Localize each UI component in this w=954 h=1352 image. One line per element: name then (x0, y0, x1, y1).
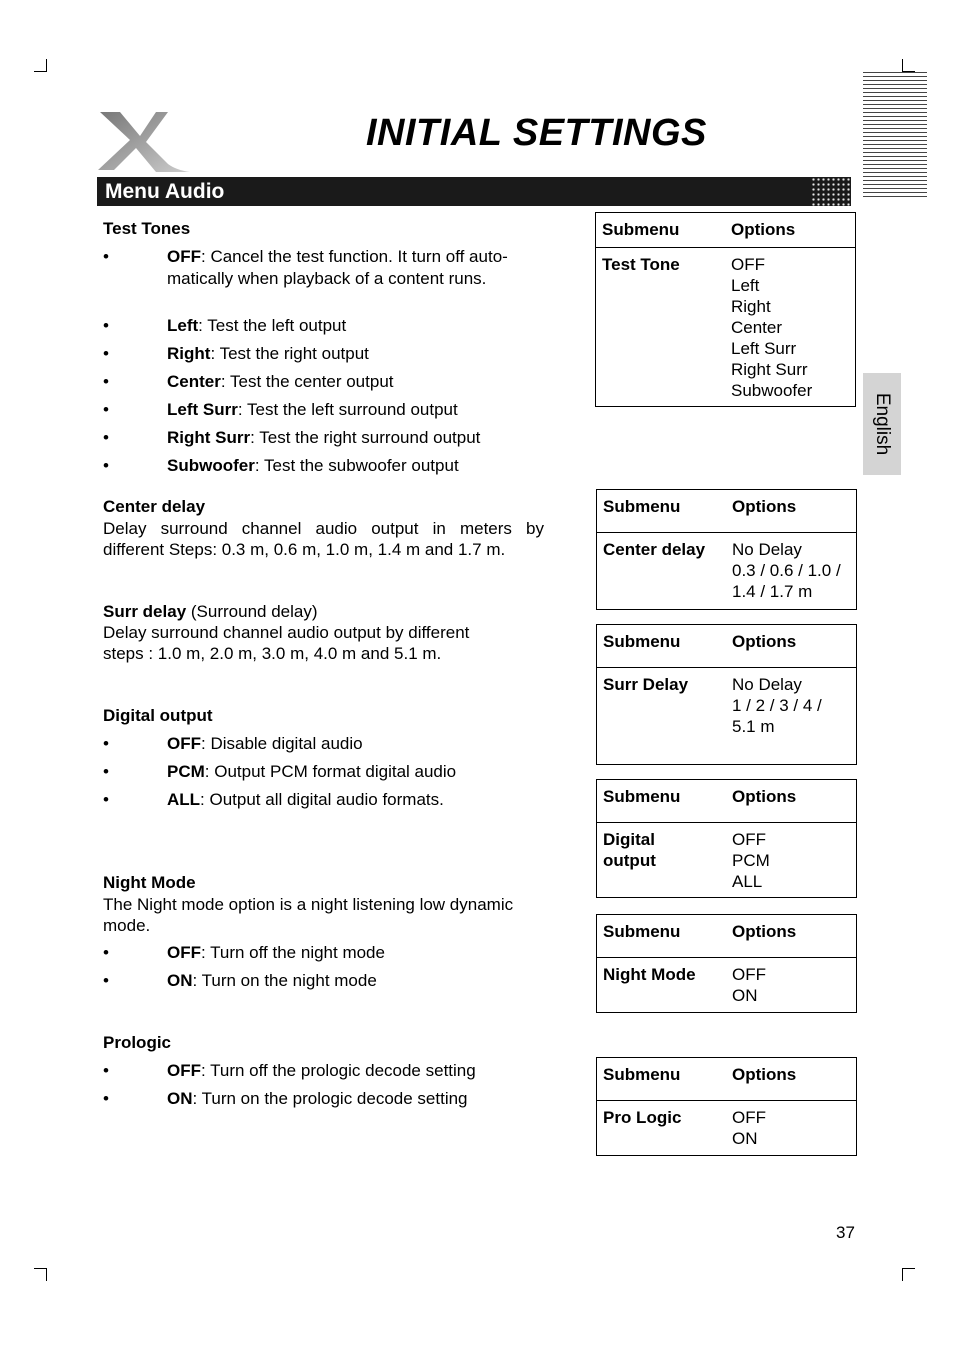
list-item-text (167, 789, 547, 811)
description: : Test the center output (220, 372, 394, 391)
bullet: • (103, 1089, 109, 1108)
submenu-name: Pro Logic (603, 1108, 682, 1127)
term: OFF (167, 1061, 201, 1080)
options-list (731, 254, 812, 401)
option: Left (731, 276, 760, 295)
table-header (597, 625, 856, 668)
description-continued: matically when playback of a content runs. (167, 269, 487, 288)
table-header (597, 1058, 856, 1101)
description: : Test the right output (210, 344, 369, 363)
list-item-text (167, 371, 547, 393)
submenu-name: Test Tone (602, 255, 680, 274)
description: : Turn off the prologic decode setting (201, 1061, 476, 1080)
list-item-text (167, 399, 547, 421)
option: OFF (732, 965, 766, 984)
center-delay-description (103, 518, 544, 560)
paragraph-line: Delay surround channel audio output in meters by (103, 519, 544, 538)
bullet: • (103, 372, 109, 391)
option: 5.1 m (732, 717, 775, 736)
bullet: • (103, 734, 109, 753)
paragraph-line: mode. (103, 916, 151, 935)
col-options: Options (732, 1065, 797, 1084)
section-title-bar (97, 177, 851, 206)
option: No Delay (732, 675, 802, 694)
table-header (597, 780, 856, 823)
description: : Disable digital audio (201, 734, 363, 753)
brand-x-logo (96, 110, 194, 176)
option: 0.3 / 0.6 / 1.0 / (732, 561, 841, 580)
term: Subwoofer (167, 456, 255, 475)
submenu-name: Center delay (603, 540, 706, 559)
bullet: • (103, 762, 109, 781)
bullet: • (103, 247, 109, 266)
table-header (597, 490, 856, 533)
term: Right (167, 344, 211, 363)
list-item-text (167, 246, 547, 290)
term: Right Surr (167, 428, 251, 447)
submenu-name: Night Mode (603, 965, 696, 984)
term: Left (167, 316, 199, 335)
options-list (732, 829, 770, 892)
term: ALL (167, 790, 201, 809)
surr-delay-block (103, 601, 469, 664)
paragraph-line: different Steps: 0.3 m, 0.6 m, 1.0 m, 1.4 m and 1.7 m. (103, 540, 506, 559)
list-item-text (167, 1088, 547, 1110)
description: : Test the subwoofer output (254, 456, 459, 475)
crop-mark-top-right (902, 59, 915, 72)
edge-stripes-decoration (863, 72, 927, 200)
term: OFF (167, 943, 201, 962)
term: Left Surr (167, 400, 238, 419)
options-list (732, 964, 766, 1006)
pro-logic-table (596, 1057, 857, 1156)
list-item-text (167, 455, 547, 477)
language-tab (863, 373, 901, 475)
option: PCM (732, 851, 770, 870)
description: : Cancel the test function. It turn off auto- (201, 247, 508, 266)
page-number: 37 (836, 1223, 855, 1242)
test-tones-heading: Test Tones (103, 219, 191, 238)
col-submenu: Submenu (602, 220, 680, 239)
paragraph-line: The Night mode option is a night listening low dynamic (103, 895, 514, 914)
option: OFF (732, 1108, 766, 1127)
list-item-text (167, 315, 547, 337)
submenu-name: Surr Delay (603, 675, 689, 694)
col-options: Options (732, 632, 797, 651)
surr-delay-heading-note: (Surround delay) (186, 602, 318, 621)
term: Center (167, 372, 221, 391)
language-tab-label: English (872, 392, 893, 456)
col-submenu: Submenu (603, 1065, 681, 1084)
option: OFF (732, 830, 766, 849)
col-submenu: Submenu (603, 497, 681, 516)
description: : Test the left output (198, 316, 347, 335)
option: Right Surr (731, 360, 808, 379)
surr-delay-table (596, 624, 857, 765)
bullet: • (103, 790, 109, 809)
night-mode-table (596, 914, 857, 1013)
list-item-text (167, 761, 547, 783)
bullet: • (103, 971, 109, 990)
prologic-heading: Prologic (103, 1033, 172, 1052)
bullet: • (103, 316, 109, 335)
bullet: • (103, 1061, 109, 1080)
center-delay-table (596, 489, 857, 610)
table-header (596, 213, 855, 248)
col-submenu: Submenu (603, 922, 681, 941)
digital-output-table (596, 779, 857, 898)
term: PCM (167, 762, 205, 781)
term: OFF (167, 734, 201, 753)
description: : Test the left surround output (237, 400, 458, 419)
table-header (597, 915, 856, 958)
option: ON (732, 986, 758, 1005)
dot-pattern-decoration (811, 177, 851, 206)
option: ON (732, 1129, 758, 1148)
bullet: • (103, 456, 109, 475)
option: Right (731, 297, 771, 316)
list-item-text (167, 733, 547, 755)
bullet: • (103, 943, 109, 962)
col-submenu: Submenu (603, 632, 681, 651)
option: Center (731, 318, 783, 337)
night-mode-description (103, 894, 513, 936)
paragraph-line: Delay surround channel audio output by different (103, 623, 470, 642)
crop-mark-top-left (34, 59, 47, 72)
option: OFF (731, 255, 765, 274)
description: : Turn on the night mode (192, 971, 377, 990)
col-options: Options (732, 922, 797, 941)
section-title: Menu Audio (105, 180, 225, 203)
options-list (732, 1107, 766, 1149)
page-title: INITIAL SETTINGS (366, 112, 707, 154)
options-list (732, 539, 841, 602)
night-mode-heading: Night Mode (103, 873, 196, 892)
list-item-text (167, 427, 547, 449)
description: : Turn on the prologic decode setting (192, 1089, 468, 1108)
list-item-text (167, 1060, 547, 1082)
surr-delay-heading: Surr delay (103, 602, 187, 621)
options-list (732, 674, 822, 737)
option: Left Surr (731, 339, 797, 358)
option: ALL (732, 872, 763, 891)
description: : Turn off the night mode (201, 943, 385, 962)
term: ON (167, 971, 193, 990)
crop-mark-bottom-left (34, 1268, 47, 1281)
paragraph-line: steps : 1.0 m, 2.0 m, 3.0 m, 4.0 m and 5.1 m. (103, 644, 442, 663)
digital-output-heading: Digital output (103, 706, 213, 725)
surr-delay-heading-line (103, 601, 469, 622)
option: Subwoofer (731, 381, 813, 400)
col-options: Options (731, 220, 796, 239)
description: : Test the right surround output (250, 428, 481, 447)
col-options: Options (732, 787, 797, 806)
option: 1 / 2 / 3 / 4 / (732, 696, 822, 715)
center-delay-heading: Center delay (103, 497, 206, 516)
submenu-name-line: Digital (603, 830, 655, 849)
option: No Delay (732, 540, 802, 559)
test-tone-table (595, 212, 856, 407)
list-item-text (167, 942, 547, 964)
bullet: • (103, 428, 109, 447)
list-item-text (167, 970, 547, 992)
description: : Output all digital audio formats. (200, 790, 444, 809)
col-options: Options (732, 497, 797, 516)
term: OFF (167, 247, 201, 266)
bullet: • (103, 400, 109, 419)
col-submenu: Submenu (603, 787, 681, 806)
description: : Output PCM format digital audio (204, 762, 457, 781)
bullet: • (103, 344, 109, 363)
term: ON (167, 1089, 193, 1108)
crop-mark-bottom-right (902, 1268, 915, 1281)
option: 1.4 / 1.7 m (732, 582, 813, 601)
submenu-name-line: output (603, 851, 656, 870)
list-item-text (167, 343, 547, 365)
